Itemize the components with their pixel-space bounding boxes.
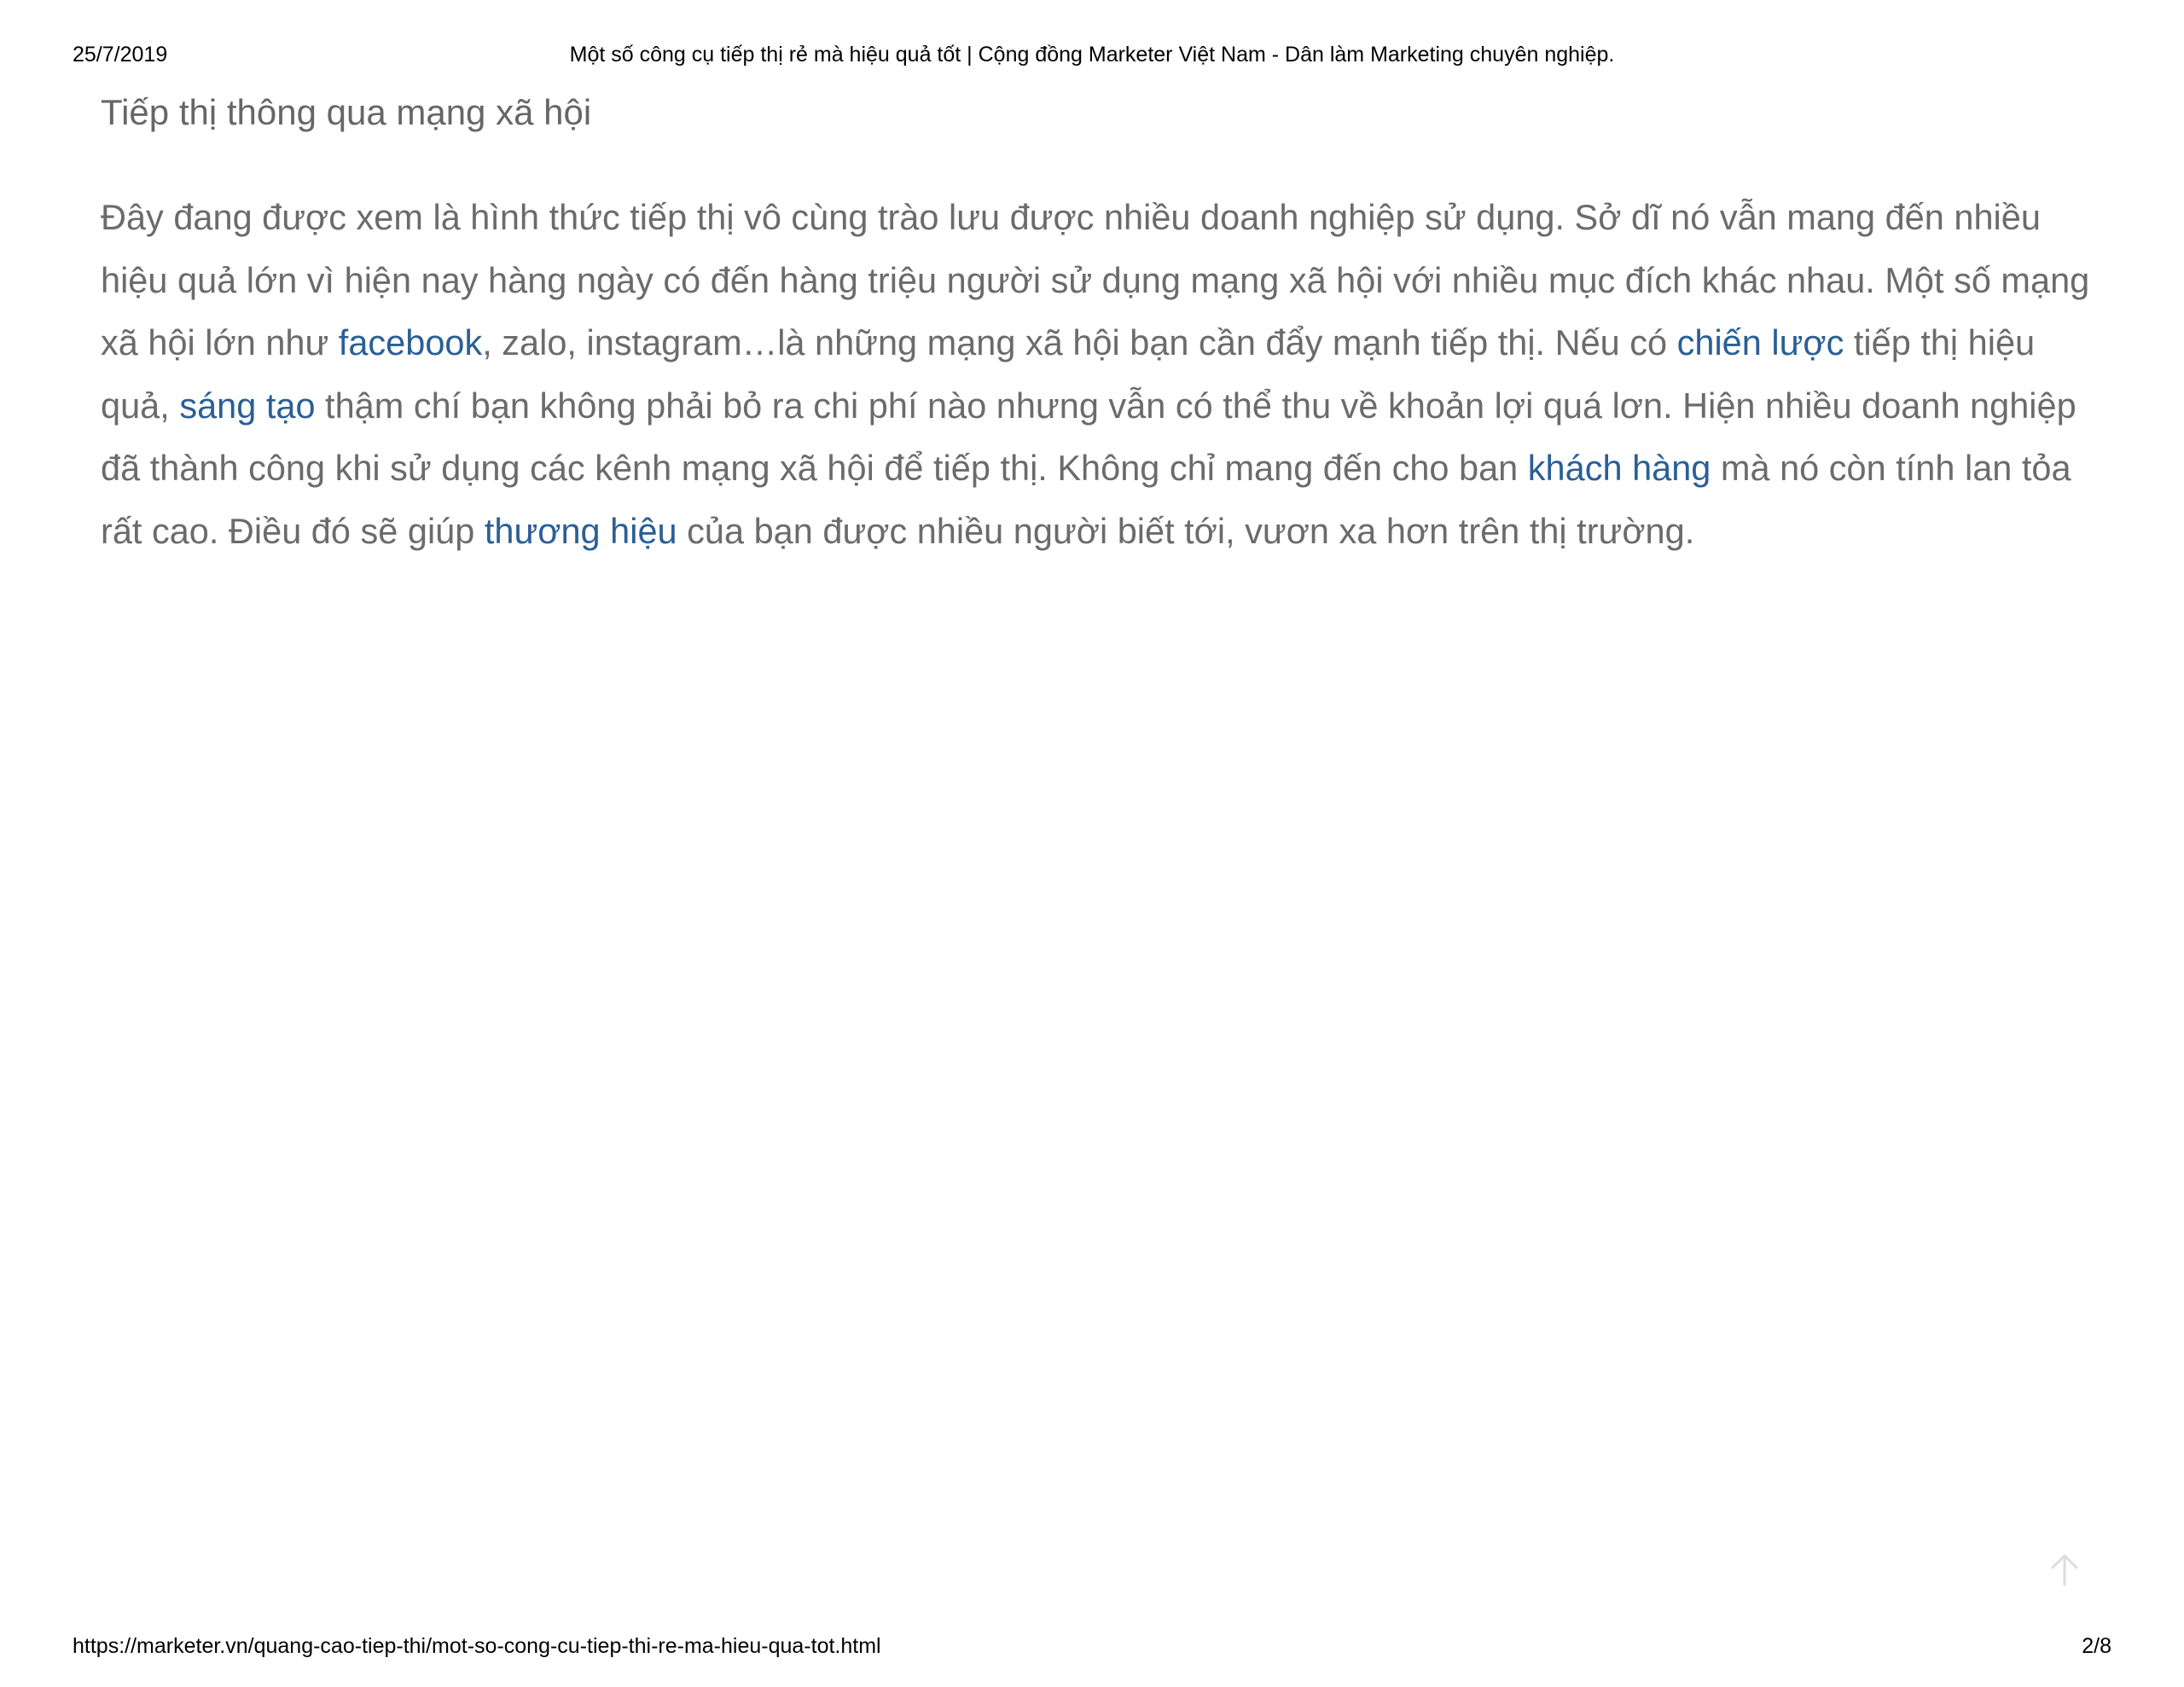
article-paragraph — [101, 186, 2106, 562]
paragraph-text: tiếp thị hiệu quả, — [101, 322, 2036, 426]
scroll-to-top-button[interactable] — [2046, 1551, 2083, 1588]
page-url: https://marketer.vn/quang-cao-tiep-thi/mot-so-cong-cu-tiep-thi-re-ma-hieu-qua-tot.html — [73, 1634, 881, 1658]
paragraph-text: , zalo, instagram…là những mạng xã hội bạn cần đẩy mạnh tiếp thị. Nếu có — [482, 322, 1677, 362]
link-khach-hang[interactable]: khách hàng — [1527, 448, 1711, 488]
link-chien-luoc[interactable]: chiến lược — [1676, 322, 1844, 362]
paragraph-text: Đây đang được xem là hình thức tiếp thị vô cùng trào lưu được nhiều doanh nghiệp sử dụng. Sở dĩ nó vẫn mang đến nhiều hiệu quả lớn vì hiện nay hàng ngày có đến hàng triệu người sử dụng mạng xã hội với nhiều mục đích khác nhau. Một số mạng xã hội lớn như — [101, 197, 2090, 362]
link-thuong-hieu[interactable]: thương hiệu — [484, 510, 677, 551]
link-facebook[interactable]: facebook — [338, 322, 483, 362]
page-number: 2/8 — [2082, 1634, 2111, 1658]
document-title: Một số công cụ tiếp thị rẻ mà hiệu quả tốt | Cộng đồng Marketer Việt Nam - Dân làm Marketing chuyên nghiệp. — [569, 43, 1615, 67]
link-sang-tao[interactable]: sáng tạo — [179, 385, 316, 426]
print-date: 25/7/2019 — [73, 43, 168, 67]
paragraph-text: thậm chí bạn không phải bỏ ra chi phí nào nhưng vẫn có thể thu về khoản lợi quá lơn. Hiện nhiều doanh nghiệp đã thành công khi sử dụng các kênh mạng xã hội để tiếp thị. Không chỉ mang đến cho ban — [101, 385, 2077, 488]
paragraph-text: mà nó còn tính lan tỏa rất cao. Điều đó sẽ giúp — [101, 448, 2071, 551]
section-heading: Tiếp thị thông qua mạng xã hội — [101, 92, 592, 132]
print-header — [73, 41, 2111, 68]
arrow-up-icon — [2046, 1551, 2083, 1588]
paragraph-text: của bạn được nhiều người biết tới, vươn xa hơn trên thị trường. — [677, 510, 1695, 551]
print-footer — [73, 1632, 2111, 1660]
article-content — [101, 85, 2106, 562]
